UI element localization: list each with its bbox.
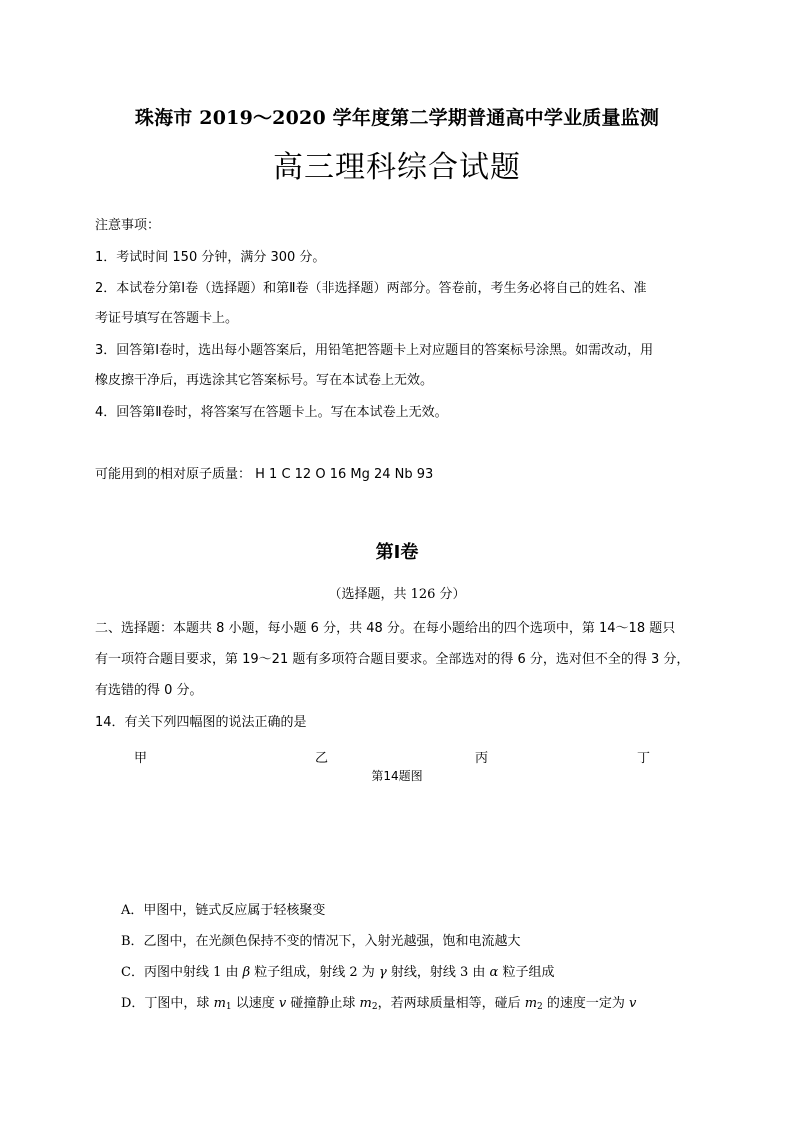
figure-label-ding: 丁 <box>637 751 651 766</box>
instructions-line-2: 有一项符合题目要求，第 19～21 题有多项符合题目要求。全部选对的得 6 分，选对但不全的得 3 分， <box>95 652 690 667</box>
section-subtitle: （选择题，共 126 分） <box>328 587 466 602</box>
note-item-3-cont: 橡皮擦干净后，再选涂其它答案标号。写在本试卷上无效。 <box>95 373 434 388</box>
figure-label-bing: 丙 <box>475 751 489 766</box>
note-item-4: 4．回答第Ⅱ卷时，将答案写在答题卡上。写在本试卷上无效。 <box>95 405 448 420</box>
note-item-2: 2．本试卷分第Ⅰ卷（选择题）和第Ⅱ卷（非选择题）两部分。答卷前，考生务必将自己的姓名、准 <box>95 281 647 296</box>
question-stem: 14．有关下列四幅图的说法正确的是 <box>95 715 307 730</box>
option-d: D．丁图中，球 $m_1$ 以速度 v 碰撞静止球 $m_2$，若两球质量相等，碰后 $m_2$ 的速度一定为 v <box>121 996 637 1012</box>
instructions-line-3: 有选错的得 0 分。 <box>95 683 203 698</box>
figure-label-jia: 甲 <box>134 751 148 766</box>
atomic-masses: 可能用到的相对原子质量： H 1 C 12 O 16 Mg 24 Nb 93 <box>95 467 434 482</box>
option-b: B．乙图中，在光颜色保持不变的情况下，入射光越强，饱和电流越大 <box>121 934 521 949</box>
section-title: 第Ⅰ卷 <box>375 542 419 563</box>
note-item-2-cont: 考证号填写在答题卡上。 <box>95 311 239 326</box>
note-item-3: 3．回答第Ⅰ卷时，选出每小题答案后，用铅笔把答题卡上对应题目的答案标号涂黑。如需改动，用 <box>95 343 654 358</box>
option-c: C．丙图中射线 1 由 β 粒子组成，射线 2 为 γ 射线，射线 3 由 α 粒子组成 <box>121 965 555 980</box>
exam-subtitle: 高三理科综合试题 <box>273 150 521 185</box>
note-item-1: 1．考试时间 150 分钟，满分 300 分。 <box>95 250 326 265</box>
exam-title: 珠海市 2019～2020 学年度第二学期普通高中学业质量监测 <box>134 107 660 129</box>
instructions-line-1: 二、选择题：本题共 8 小题，每小题 6 分，共 48 分。在每小题给出的四个选项中，第 14～18 题只 <box>95 621 676 636</box>
figure-caption: 第14题图 <box>371 769 423 783</box>
option-a: A．甲图中，链式反应属于轻核聚变 <box>121 903 326 918</box>
notes-heading: 注意事项： <box>95 218 161 233</box>
figure-label-yi: 乙 <box>315 751 329 766</box>
